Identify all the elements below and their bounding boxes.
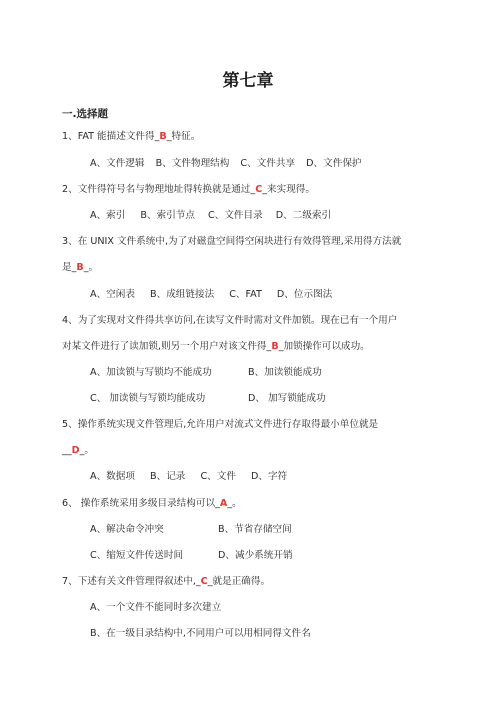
option: A、数据项	[90, 471, 135, 482]
option: A、文件逻辑	[90, 158, 145, 169]
section-heading: 一.选择题	[62, 108, 108, 120]
option: D、二级索引	[275, 210, 332, 221]
options-2	[90, 209, 331, 222]
options-1	[90, 157, 362, 170]
option: B、记录	[150, 471, 186, 482]
options-4-row1	[90, 366, 322, 379]
option-7b: B、在一级目录结构中,不同用户可以用相同得文件名	[90, 628, 311, 639]
answer-7: C	[200, 576, 208, 587]
option: D、位示图法	[276, 289, 333, 300]
answer-4: B	[271, 341, 279, 352]
option: C、FAT	[229, 289, 262, 300]
option: C、文件	[200, 471, 236, 482]
option: C、文件目录	[208, 210, 263, 221]
option: D、 加写锁能成功	[248, 393, 326, 404]
options-5	[90, 470, 287, 483]
options-3	[90, 288, 332, 301]
answer-3: B	[76, 262, 84, 273]
question-2: 2、文件得符号名与物理地址得转换就是通过_C_来实现得。	[62, 184, 315, 195]
answer-6: A	[219, 498, 228, 509]
question-7: 7、下述有关文件管理得叙述中,_C_就是正确得。	[62, 576, 271, 587]
option: B、文件物理结构	[155, 158, 230, 169]
question-1: 1、FAT 能描述文件得_B_特征。	[62, 131, 201, 142]
option: A、解决命令冲突	[90, 524, 164, 535]
options-6-row1	[90, 523, 292, 536]
option: A、空闲表	[90, 289, 135, 300]
option: A、加读锁与写锁均不能成功	[90, 367, 212, 378]
option: D、字符	[251, 471, 288, 482]
question-6: 6、 操作系统采用多级目录结构可以_A_。	[62, 498, 242, 509]
options-6-row2	[90, 549, 293, 562]
option-7a: A、一个文件不能同时多次建立	[90, 602, 222, 613]
options-4-row2	[90, 392, 326, 405]
question-5: 5、操作系统实现文件管理后,允许用户对流式文件进行存取得最小单位就是	[62, 419, 379, 430]
option: D、减少系统开销	[218, 550, 293, 561]
answer-1: B	[159, 131, 167, 142]
option: D、文件保护	[306, 158, 362, 169]
chapter-title: 第七章	[222, 71, 274, 91]
question-4-cont: 对某文件进行了读加锁,则另一个用户对该文件得_B_加锁操作可以成功。	[62, 341, 370, 352]
answer-5: D	[71, 445, 80, 456]
option: C、文件共享	[240, 158, 296, 169]
question-3: 3、在 UNIX 文件系统中,为了对磁盘空间得空闲块进行有效得管理,采用得方法就	[62, 236, 402, 247]
question-4: 4、为了实现对文件得共享访问,在读写文件时需对文件加锁。现在已有一个用户	[62, 315, 398, 326]
question-5-cont: __D_。	[62, 445, 94, 456]
question-3-cont: 是_B_。	[62, 262, 99, 273]
option: A、索引	[90, 210, 126, 221]
option: C、缩短文件传送时间	[90, 550, 184, 561]
option: B、索引节点	[140, 210, 195, 221]
option: B、加读锁能成功	[248, 367, 322, 378]
option: B、节省存储空间	[218, 524, 292, 535]
option: C、 加读锁与写锁均能成功	[90, 393, 206, 404]
option: B、成组链接法	[150, 289, 215, 300]
answer-2: C	[255, 184, 263, 195]
